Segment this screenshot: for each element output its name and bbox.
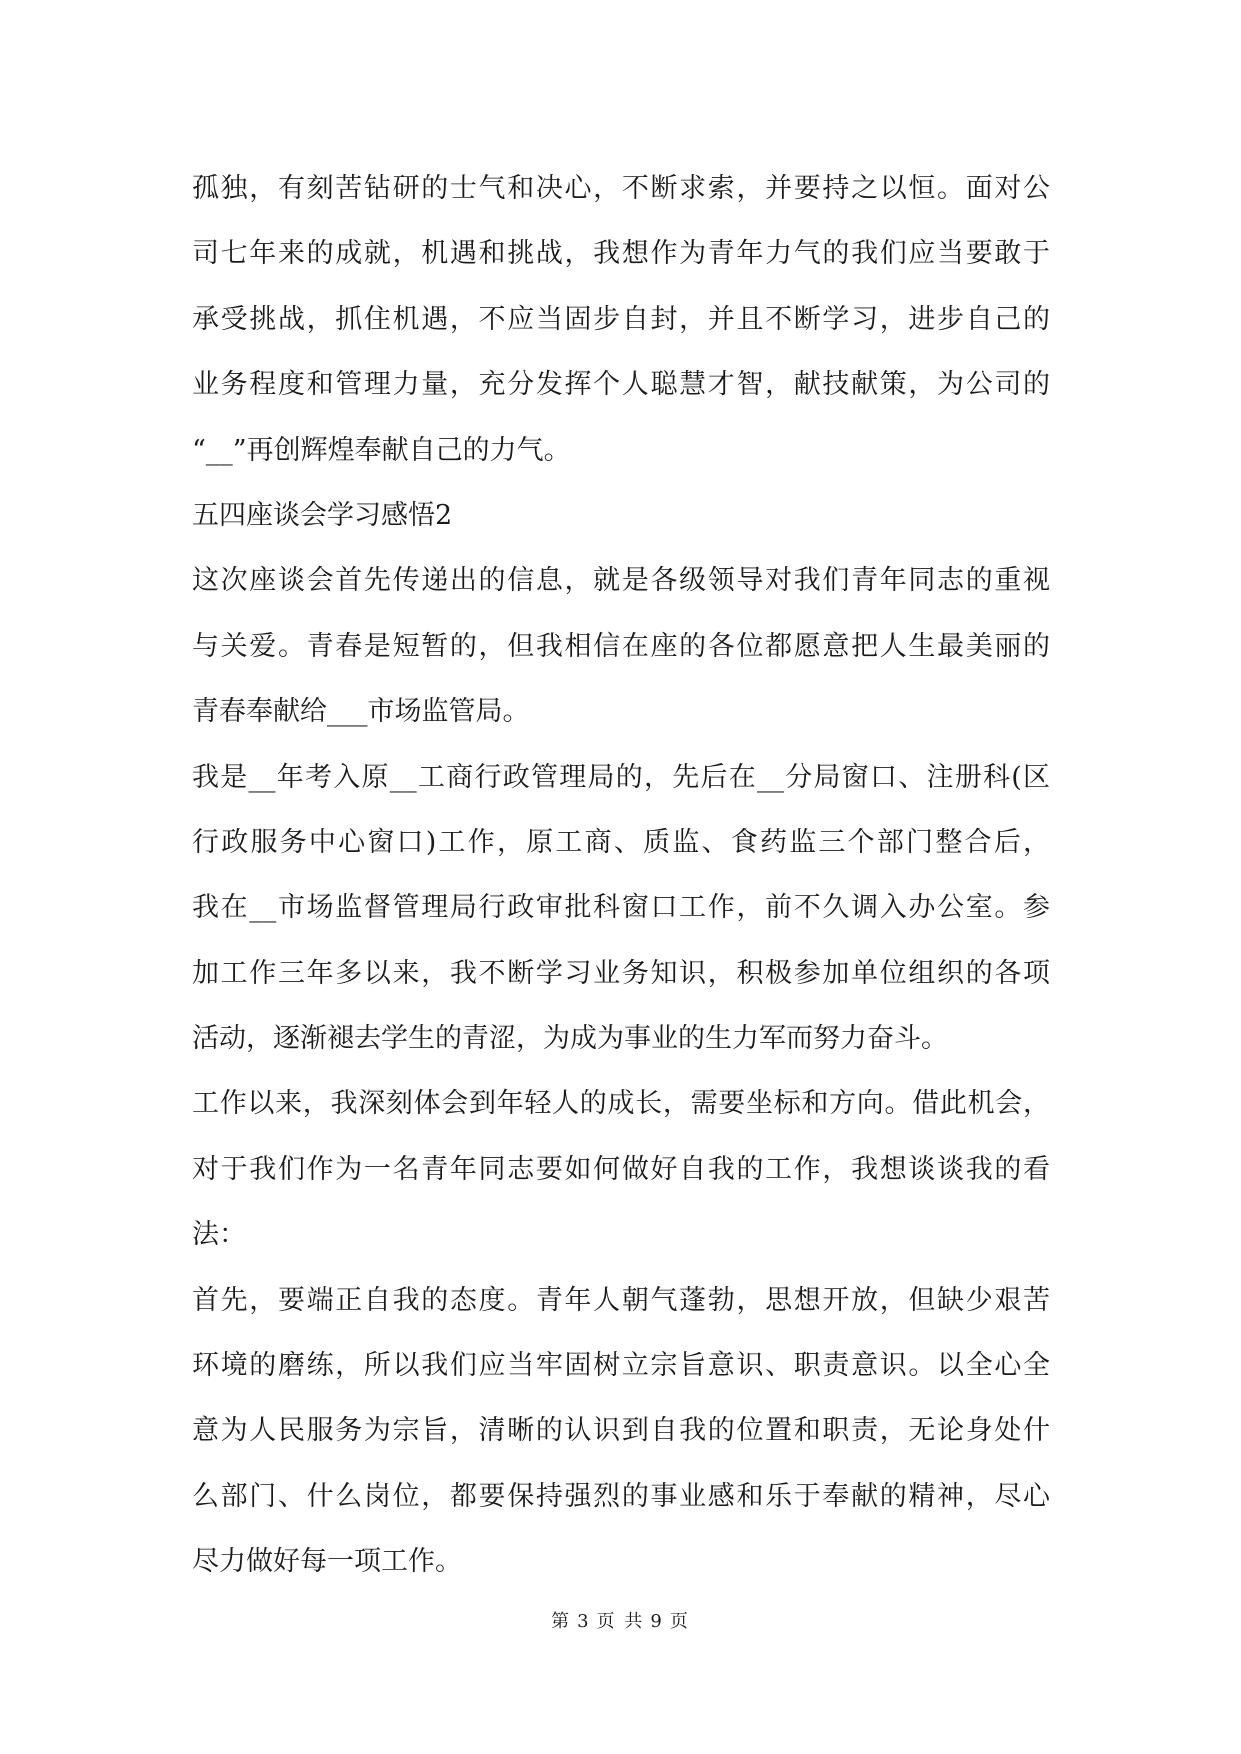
page-footer [0, 1607, 1241, 1633]
text-line: 业务程度和管理力量，充分发挥个人聪慧才智，献技献策，为公司的 [192, 369, 1050, 401]
text-line: 孤独，有刻苦钻研的士气和决心，不断求索，并要持之以恒。面对公 [192, 173, 1050, 204]
text-line: 环境的磨练，所以我们应当牢固树立宗旨意识、职责意识。以全心全 [192, 1350, 1050, 1382]
text-line: 法： [192, 1219, 246, 1251]
footer-middle: 页 共 [596, 1611, 645, 1632]
text-line: 么部门、什么岗位，都要保持强烈的事业感和乐于奉献的精神，尽心 [192, 1480, 1050, 1512]
text-line: 这次座谈会首先传递出的信息，就是各级领导对我们青年同志的重视 [192, 565, 1050, 597]
text-line: 我是__年考入原__工商行政管理局的，先后在__分局窗口、注册科(区 [192, 761, 1050, 793]
text-line: 司七年来的成就，机遇和挑战，我想作为青年力气的我们应当要敢于 [192, 238, 1050, 270]
section-heading: 五四座谈会学习感悟2 [192, 499, 453, 531]
text-line: 承受挑战，抓住机遇，不应当固步自封，并且不断学习，进步自己的 [192, 303, 1050, 335]
text-line: 工作以来，我深刻体会到年轻人的成长，需要坐标和方向。借此机会， [192, 1088, 1050, 1120]
text-line: 对于我们作为一名青年同志要如何做好自我的工作，我想谈谈我的看 [192, 1153, 1050, 1185]
text-line: 首先，要端正自我的态度。青年人朝气蓬勃，思想开放，但缺少艰苦 [192, 1284, 1050, 1316]
document-body [192, 156, 1050, 1595]
text-line: 我在__市场监督管理局行政审批科窗口工作，前不久调入办公室。参 [192, 892, 1050, 924]
text-line: 活动，逐渐褪去学生的青涩，为成为事业的生力军而努力奋斗。 [192, 1023, 948, 1055]
text-line: 行政服务中心窗口)工作，原工商、质监、食药监三个部门整合后， [192, 826, 1050, 858]
total-pages-number: 9 [650, 1611, 664, 1632]
text-line: “__”再创辉煌奉献自己的力气。 [192, 434, 571, 466]
footer-suffix: 页 [669, 1611, 690, 1632]
text-line: 与关爱。青春是短暂的，但我相信在座的各位都愿意把人生最美丽的 [192, 630, 1050, 662]
text-line: 加工作三年多以来，我不断学习业务知识，积极参加单位组织的各项 [192, 957, 1050, 989]
text-line: 青春奉献给___市场监管局。 [192, 696, 530, 728]
text-line: 意为人民服务为宗旨，清晰的认识到自我的位置和职责，无论身处什 [192, 1415, 1050, 1447]
footer-prefix: 第 [551, 1611, 572, 1632]
text-line: 尽力做好每一项工作。 [192, 1546, 462, 1578]
current-page-number: 3 [577, 1611, 591, 1632]
